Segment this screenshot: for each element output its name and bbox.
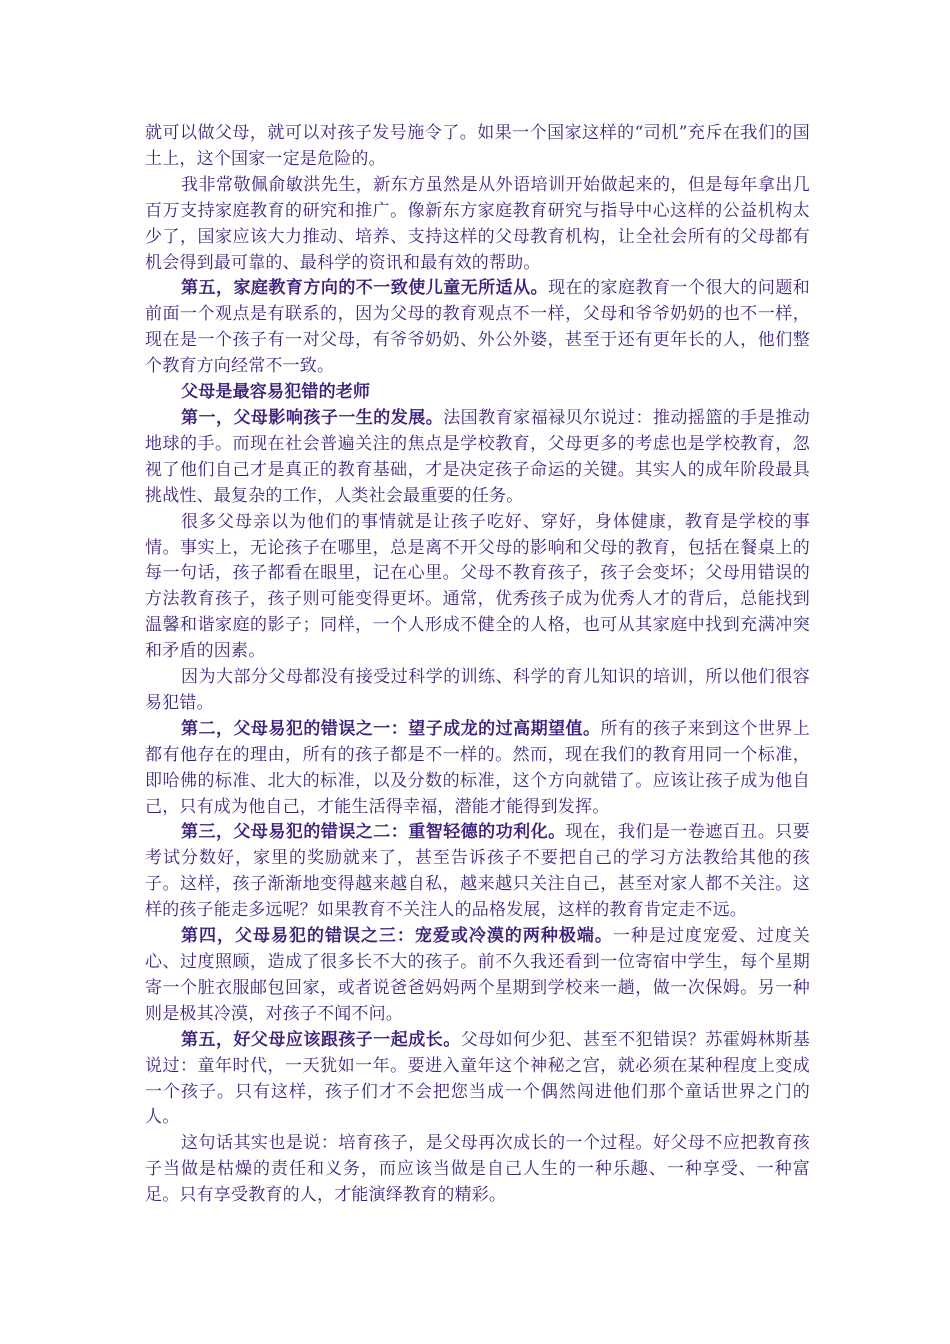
paragraph-heading: 第三，父母易犯的错误之二：重智轻德的功利化。 — [181, 822, 566, 843]
paragraph-heading: 第五，好父母应该跟孩子一起成长。 — [181, 1029, 461, 1050]
paragraph-text: 就可以做父母，就可以对孩子发号施令了。如果一个国家这样的“司机”充斥在我们的国土上，这个国家一定是危险的。 — [145, 123, 810, 169]
paragraph-1 — [145, 121, 810, 173]
paragraph-text: 法国教育家福禄贝尔说过：推动摇篮的手是推动地球的手。而现在社会普遍关注的焦点是学校教育，父母更多的考虑也是学校教育，忽视了他们自己才是真正的教育基础，才是决定孩子命运的关键。其实人的成年阶段最具挑战性、最复杂的工作，人类社会最重要的任务。 — [145, 407, 811, 506]
paragraph-text: 我非常敬佩俞敏洪先生，新东方虽然是从外语培训开始做起来的，但是每年拿出几百万支持家庭教育的研究和推广。像新东方家庭教育研究与指导中心这样的公益机构太少了，国家应该大力推动、培养、支持这样的父母教育机构，让全社会所有的父母都有机会得到最可靠的、最科学的资讯和最有效的帮助。 — [145, 174, 810, 273]
paragraph-heading: 第四，父母易犯的错误之三：宠爱或冷漠的两种极端。 — [181, 926, 613, 947]
section-title: 父母是最容易犯错的老师 — [181, 382, 371, 403]
paragraph-heading: 第一，父母影响孩子一生的发展。 — [181, 407, 444, 428]
paragraph-text: 因为大部分父母都没有接受过科学的训练、科学的育儿知识的培训，所以他们很容易犯错。 — [145, 667, 810, 713]
paragraph-3 — [145, 276, 810, 380]
paragraph-text: 所有的孩子来到这个世界上都有他存在的理由，所有的孩子都是不一样的。然而，现在我们的教育用同一个标准，即哈佛的标准、北大的标准，以及分数的标准，这个方向就错了。应该让孩子成为他自己，只有成为他自己，才能生活得幸福，潜能才能得到发挥。 — [145, 718, 810, 817]
paragraph-text: 现在的家庭教育一个很大的问题和前面一个观点是有联系的，因为父母的教育观点不一样，父母和爷爷奶奶的也不一样，现在是一个孩子有一对父母，有爷爷奶奶、外公外婆，甚至于还有更年长的人，他们整个教育方向经常不一致。 — [145, 278, 810, 377]
paragraph-heading: 第五，家庭教育方向的不一致使儿童无所适从。 — [181, 278, 549, 299]
paragraph-8 — [145, 717, 810, 821]
paragraph-text: 现在，我们是一卷遮百丑。只要考试分数好，家里的奖励就来了，甚至告诉孩子不要把自己的学习方法教给其他的孩子。这样，孩子渐渐地变得越来越自私，越来越只关注自己，甚至对家人都不关注。这样的孩子能走多远呢？如果教育不关注人的品格发展，这样的教育肯定走不远。 — [145, 822, 810, 921]
paragraph-11 — [145, 1028, 810, 1132]
section-heading — [145, 380, 810, 406]
paragraph-9 — [145, 820, 810, 924]
paragraph-text: 很多父母亲以为他们的事情就是让孩子吃好、穿好，身体健康，教育是学校的事情。事实上，无论孩子在哪里，总是离不开父母的影响和父母的教育，包括在餐桌上的每一句话，孩子都看在眼里，记在心里。父母不教育孩子，孩子会变坏；父母用错误的方法教育孩子，孩子则可能变得更坏。通常，优秀孩子成为优秀人才的背后，总能找到温馨和谐家庭的影子；同样，一个人形成不健全的人格，也可从其家庭中找到充满冲突和矛盾的因素。 — [145, 511, 810, 662]
paragraph-6 — [145, 510, 810, 665]
paragraph-5 — [145, 406, 810, 510]
paragraph-10 — [145, 924, 810, 1028]
paragraph-text: 父母如何少犯、甚至不犯错误？苏霍姆林斯基说过：童年时代，一天犹如一年。要进入童年这个神秘之宫，就必须在某种程度上变成一个孩子。只有这样，孩子们才不会把您当成一个偶然闯进他们那个童话世界之门的人。 — [145, 1029, 811, 1128]
paragraph-2 — [145, 173, 810, 277]
document-body — [145, 121, 810, 1209]
paragraph-text: 这句话其实也是说：培育孩子，是父母再次成长的一个过程。好父母不应把教育孩子当做是枯燥的责任和义务，而应该当做是自己人生的一种乐趣、一种享受、一种富足。只有享受教育的人，才能演绎教育的精彩。 — [145, 1133, 810, 1206]
paragraph-text: 一种是过度宠爱、过度关心、过度照顾，造成了很多长不大的孩子。前不久我还看到一位寄宿中学生，每个星期寄一个脏衣服邮包回家，或者说爸爸妈妈两个星期到学校来一趟，做一次保姆。另一种则是极其冷漠，对孩子不闻不问。 — [145, 926, 810, 1024]
paragraph-7 — [145, 665, 810, 717]
paragraph-heading: 第二，父母易犯的错误之一：望子成龙的过高期望值。 — [181, 718, 601, 739]
paragraph-12 — [145, 1131, 810, 1209]
